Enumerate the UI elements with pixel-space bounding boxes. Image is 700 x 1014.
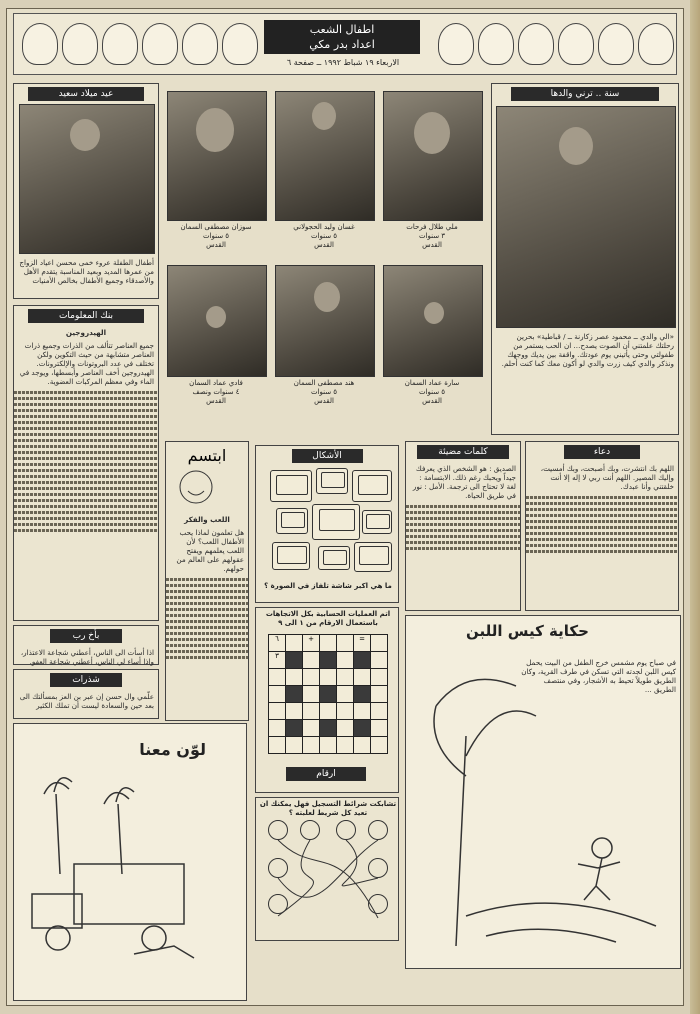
- puzzle-cell: [320, 669, 336, 685]
- puzzle-cell: [371, 737, 387, 753]
- birthday-photo: [19, 104, 155, 254]
- puzzle-cell: [337, 720, 353, 736]
- child-photos: [165, 89, 485, 419]
- story-box: [405, 615, 681, 969]
- puzzle-cell: [303, 703, 319, 719]
- arithmetic-grid: [268, 634, 388, 754]
- quote-text: اذا أسأت الى الناس، أعطني شجاعة الاعتذار، واذا أساء لي الناس، أعطني شجاعة العفو.: [20, 648, 154, 666]
- puzzle-cell: [286, 737, 302, 753]
- right-feature-photo: [496, 106, 676, 328]
- puzzle-cell: [354, 720, 370, 736]
- puzzle-cell: [354, 737, 370, 753]
- tv-icon: [312, 504, 360, 540]
- puzzle-cell: [320, 635, 336, 651]
- quote-box: [13, 625, 159, 665]
- doodle-strip-left: [22, 18, 258, 70]
- tape-heading: تشابكت شرائط التسجيل فهل يمكنك ان تعيد كل شريط لعلبته ؟: [259, 800, 397, 817]
- puzzle-cell: [286, 720, 302, 736]
- puzzle-cell: [303, 686, 319, 702]
- tv-icon: [352, 470, 392, 502]
- child-caption-1: سوزان مصطفى السمان ٥ سنوات القدس: [180, 223, 252, 249]
- puzzle-cell: [371, 652, 387, 668]
- child-photo-4: [167, 265, 267, 377]
- puzzle-cell: [354, 669, 370, 685]
- puzzle-cell: [320, 720, 336, 736]
- newspaper-page: [6, 8, 684, 1006]
- words-heading: كلمات مضيئة: [417, 445, 508, 459]
- puzzle-cell: [303, 720, 319, 736]
- child-photo-5: [275, 265, 375, 377]
- child-photo-1: [167, 91, 267, 221]
- puzzle-cell: [269, 686, 285, 702]
- tv-icon: [316, 468, 348, 494]
- puzzle-cell: [337, 652, 353, 668]
- smile-box: [165, 441, 249, 721]
- child-caption-4: فادي عماد السمان ٤ سنوات ونصف القدس: [189, 379, 243, 405]
- puzzle-cell: [320, 737, 336, 753]
- prayer-heading: دعاء: [564, 445, 640, 459]
- info-bank-subheading: الهيدروجين: [65, 328, 107, 337]
- shapes-heading: الأشكال: [292, 449, 363, 463]
- truck-sketch-icon: [14, 724, 246, 1000]
- puzzle-cell: [354, 686, 370, 702]
- section-title: [264, 20, 420, 54]
- tv-icon: [362, 510, 392, 534]
- smile-text: هل تعلمون لماذا يحب الأطفال اللعب؟ لأن اللعب يعلمهم ويفتح عقولهم على العالم من حولهم.: [176, 528, 244, 573]
- puzzle-cell: [320, 652, 336, 668]
- info-bank: [13, 305, 159, 621]
- story-text: في صباح يوم مشمس خرج الطفل من البيت يحمل كيس اللبن لجدته التي تسكن في طرف القرية، وكان الطريق طويلاً تحيط به الأشجار، وفي منتصف الطريق ...: [521, 658, 676, 694]
- puzzle-cell: [286, 669, 302, 685]
- puzzle-cell: [354, 652, 370, 668]
- puzzle-cell: [320, 703, 336, 719]
- puzzle-cell: [269, 737, 285, 753]
- shapes-box: [255, 445, 399, 603]
- child-photo-3: [383, 91, 483, 221]
- puzzle-cell: [286, 635, 302, 651]
- puzzle-cell: [337, 635, 353, 651]
- birthday-text: أطفال الطفلة عروء خمى محسن اعياد الزواج من عمرها المديد وبعيد المناسبة يتقدم الأهل والأصدقاء وجميع الأطفال بخالص الأمنيات: [19, 258, 154, 285]
- right-feature: [491, 83, 679, 435]
- right-feature-text: «الي والدي ــ محمود عصر زكارنة ــ / قباطية» بحرين رحلتك علمتني أن الصوت يصدح... ان الحب يستمر من طفولتي وحتى يأتيني يوم عودتك. واقفة بين يديك ووجهك ونذكر والدي كيف زرت والدي لو أكون معك كما كنت أحلم.: [501, 332, 674, 368]
- arithmetic-heading: اتم العمليات الحسابية بكل الاتجاهات باستعمال الارقام من ١ الى ٩: [265, 610, 391, 627]
- puzzle-cell: =: [354, 635, 370, 651]
- puzzle-cell: [269, 703, 285, 719]
- puzzle-cell: [337, 669, 353, 685]
- prayer-text: اللهم بك انتشرت، وبك أصبحت، وبك أمسيت، وإليك المصير. اللهم أنت ربي لا إله إلا أنت خلقتني وأنا عبدك.: [540, 464, 674, 491]
- info-bank-text: جميع العناصر تتألف من الذرات وجميع ذرات العناصر متشابهة من حيث التكوين ولكن تختلف في عدد البروتونات والإلكترونات. الهيدروجين أخف العناصر وأبسطها، ويوجد في الماء وفي معظم المركبات العضوية.: [19, 341, 154, 386]
- tv-icon: [272, 542, 310, 570]
- doodle-strip-right: [438, 18, 674, 70]
- puzzle-cell: [320, 686, 336, 702]
- puzzle-cell: [337, 703, 353, 719]
- puzzle-cell: [371, 720, 387, 736]
- puzzle-cell: [286, 686, 302, 702]
- words-text: الصديق : هو الشخص الذي يعرفك جيداً ويحبك رغم ذلك. الابتسامة : لغة لا تحتاج الى ترجمة. الأمل : نور في طريق الحياة.: [412, 464, 516, 500]
- thoughts-box: [13, 669, 159, 719]
- section-title-line1: اطفال الشعب: [309, 23, 375, 36]
- page-edge: [690, 0, 700, 1014]
- puzzle-cell: [337, 737, 353, 753]
- tv-icon: [276, 508, 308, 534]
- child-caption-6: سارة عماد السمان ٥ سنوات القدس: [404, 379, 460, 405]
- puzzle-cell: [371, 669, 387, 685]
- puzzle-cell: ٣: [269, 652, 285, 668]
- puzzle-cell: [371, 686, 387, 702]
- prayer-box: [525, 441, 679, 611]
- puzzle-cell: [303, 652, 319, 668]
- puzzle-cell: [286, 652, 302, 668]
- birthday-box: [13, 83, 159, 299]
- puzzle-cell: [371, 635, 387, 651]
- tape-puzzle: [255, 797, 399, 941]
- section-title-line2: اعداد بدر مكي: [309, 38, 375, 51]
- puzzle-cell: +: [303, 635, 319, 651]
- arithmetic-footer: ارقام: [286, 767, 366, 781]
- smile-title: ابتسم: [187, 446, 227, 465]
- puzzle-cell: [269, 669, 285, 685]
- tv-icon: [354, 542, 392, 572]
- dateline: الاربعاء ١٩ شباط ١٩٩٢ ــ صفحة ٦: [286, 58, 400, 67]
- colour-heading: لوّن معنا: [139, 740, 206, 759]
- puzzle-cell: [337, 686, 353, 702]
- story-heading: حكاية كيس اللبن: [466, 622, 589, 640]
- child-caption-2: غسان وليد الحجولاني ٥ سنوات القدس: [293, 223, 355, 249]
- puzzle-cell: [354, 703, 370, 719]
- tv-icon: [270, 470, 312, 502]
- shapes-question: ما هي اكبر شاشة تلفاز في الصورة ؟: [264, 582, 392, 590]
- page-banner: [13, 13, 677, 75]
- tangled-tape-icon: [256, 798, 400, 942]
- child-caption-3: ملي طلال فرحات ٣ سنوات القدس: [406, 223, 458, 249]
- right-feature-heading: سنة .. ترني والدها: [511, 87, 660, 101]
- puzzle-cell: [303, 737, 319, 753]
- puzzle-cell: [303, 669, 319, 685]
- smile-sub: اللعب والفكر: [184, 515, 230, 524]
- thoughts-text: علّمي وال حسن إن عبر بن العز بمسألتك الى بعد حين والسعادة ليست أن تملك الكثير: [19, 692, 154, 710]
- puzzle-cell: ٦: [269, 635, 285, 651]
- child-photo-2: [275, 91, 375, 221]
- arithmetic-puzzle: [255, 607, 399, 793]
- smile-face-icon: [166, 465, 246, 509]
- puzzle-cell: [269, 720, 285, 736]
- tv-icon: [318, 546, 350, 570]
- child-photo-6: [383, 265, 483, 377]
- words-box: [405, 441, 521, 611]
- puzzle-cell: [371, 703, 387, 719]
- colour-sketch: [13, 723, 247, 1001]
- thoughts-heading: شذرات: [50, 673, 122, 687]
- child-caption-5: هند مصطفى السمان ٥ سنوات القدس: [293, 379, 355, 405]
- quote-heading: بأخ رب: [50, 629, 122, 643]
- birthday-heading: عيد ميلاد سعيد: [28, 87, 143, 101]
- info-bank-heading: بنك المعلومات: [28, 309, 143, 323]
- puzzle-cell: [286, 703, 302, 719]
